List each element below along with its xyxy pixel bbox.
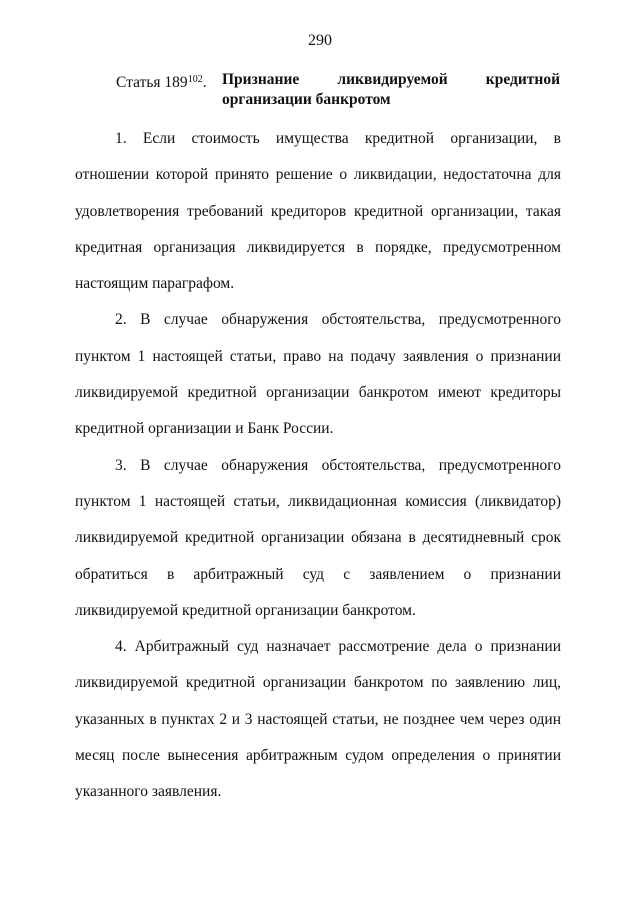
article-label (116, 70, 207, 93)
page-number: 290 (308, 32, 332, 49)
paragraph-4: 4. Арбитражный суд назначает рассмотрение дела о признании ликвидируемой кредитной организации банкротом по заявлению лиц, указанных в пунктах 2 и 3 настоящей статьи, не позднее чем через один месяц после вынесения арбитражным судом определения о принятии указанного заявления. (75, 638, 561, 801)
article-title-line1: Признание ликвидируемой кредитной (222, 71, 560, 88)
paragraph-1: 1. Если стоимость имущества кредитной организации, в отношении которой принято решение о ликвидации, недостаточна для удовлетворения требований кредиторов кредитной организации, такая кредитная организация ликвидируется в порядке, предусмотренном настоящим параграфом. (75, 130, 561, 293)
article-body (75, 121, 561, 811)
article-label-suffix: . (202, 74, 207, 91)
paragraph-2: 2. В случае обнаружения обстоятельства, предусмотренного пунктом 1 настоящей статьи, право на подачу заявления о признании ликвидируемой кредитной организации банкротом имеют кредиторы кредитной организации и Банк России. (75, 311, 561, 438)
article-label-text: Статья 189 (116, 74, 188, 91)
article-superscript: 102 (187, 74, 203, 85)
article-title-line2: организации банкротом (222, 91, 391, 108)
paragraph-3: 3. В случае обнаружения обстоятельства, предусмотренного пунктом 1 настоящей статьи, ликвидационная комиссия (ликвидатор) ликвидируемой кредитной организации обязана в десятидневный срок обратиться в арбитражный суд с заявлением о признании ликвидируемой кредитной организации банкротом. (75, 456, 561, 619)
article-title (222, 70, 560, 110)
